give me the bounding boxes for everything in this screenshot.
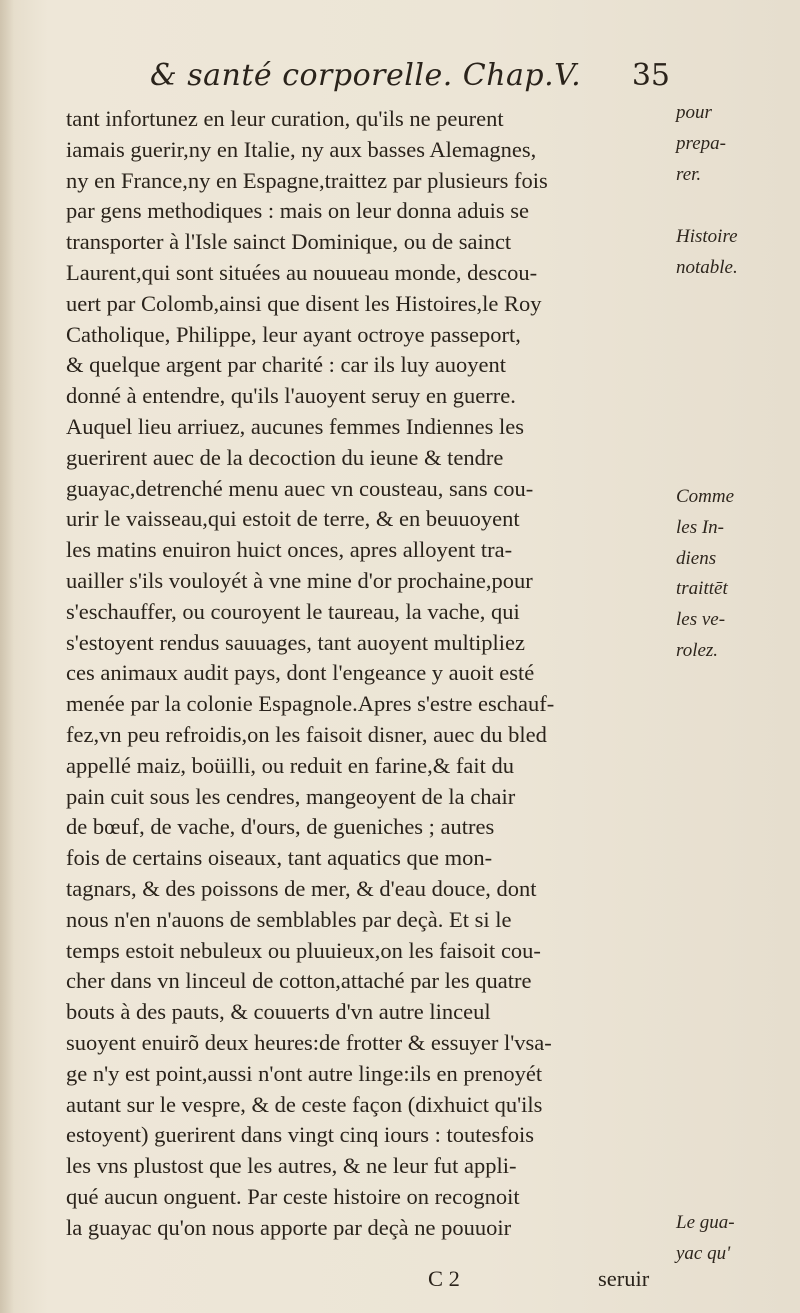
body-text	[66, 104, 662, 1243]
margin-note-line: les In-	[676, 516, 725, 538]
margin-note-line: Histoire	[676, 226, 738, 247]
text-line: menée par la colonie Espagnole.Apres s'estre eschauf-	[66, 691, 555, 717]
text-line: s'estoyent rendus sauuages, tant auoyent multipliez	[66, 629, 525, 655]
text-line: uailler s'ils vouloyét à vne mine d'or prochaine,pour	[66, 567, 533, 593]
margin-note-line: yac qu'	[676, 1242, 731, 1264]
text-line: Laurent,qui sont situées au nouueau monde, descou-	[66, 259, 538, 285]
text-line: donné à entendre, qu'ils l'auoyent seruy en guerre.	[66, 383, 516, 409]
text-line: ny en France,ny en Espagne,traittez par plusieurs fois	[66, 167, 548, 193]
margin-note-line: diens	[676, 547, 717, 569]
text-line: ge n'y est point,aussi n'ont autre linge:ils en prenoyét	[66, 1060, 543, 1086]
text-line: bouts à des pauts, & couuerts d'vn autre linceul	[66, 999, 491, 1025]
text-line: uert par Colomb,ainsi que disent les Histoires,le Roy	[66, 290, 542, 316]
page-number: 35	[631, 58, 670, 93]
text-line: autant sur le vespre, & de ceste façon (dixhuict qu'ils	[66, 1091, 543, 1117]
text-line: fois de certains oiseaux, tant aquatics que mon-	[66, 845, 493, 871]
text-line: de bœuf, de vache, d'ours, de gueniches ; autres	[66, 814, 495, 840]
margin-note-line: Le gua-	[676, 1212, 735, 1233]
running-head: & santé corporelle. Chap.V.	[150, 58, 582, 93]
margin-note-line: traittēt	[676, 578, 728, 600]
text-line: s'eschauffer, ou couroyent le taureau, la vache, qui	[66, 598, 520, 624]
text-line: Catholique, Philippe, leur ayant octroye passeport,	[66, 321, 521, 347]
text-line: guerirent auec de la decoction du ieune & tendre	[66, 444, 504, 470]
margin-note-line: les ve-	[676, 609, 726, 631]
margin-note-comme-les-indiens	[676, 482, 734, 667]
margin-note-pour-preparer	[676, 98, 726, 190]
text-line: fez,vn peu refroidis,on les faisoit disner, auec du bled	[66, 721, 547, 747]
text-line: qué aucun onguent. Par ceste histoire on recognoit	[66, 1183, 520, 1209]
margin-note-line: prepa-	[676, 132, 726, 154]
catchword: seruir	[598, 1266, 650, 1291]
text-line: par gens methodiques : mais on leur donna aduis se	[66, 198, 530, 224]
text-line: nous n'en n'auons de semblables par deçà. Et si le	[66, 906, 512, 932]
text-line: & quelque argent par charité : car ils luy auoyent	[66, 352, 507, 378]
page-footer	[424, 1266, 674, 1306]
text-line: pain cuit sous les cendres, mangeoyent de la chair	[66, 783, 516, 809]
text-line: les matins enuiron huict onces, apres alloyent tra-	[66, 537, 513, 563]
margin-note-histoire-notable	[676, 222, 738, 284]
text-line: tant infortunez en leur curation, qu'ils ne peurent	[66, 106, 504, 131]
margin-note-line: notable.	[676, 256, 738, 278]
text-line: iamais guerir,ny en Italie, ny aux basses Alemagnes,	[66, 136, 537, 162]
text-line: les vns plustost que les autres, & ne leur fut appli-	[66, 1153, 517, 1179]
margin-note-line: rer.	[676, 163, 702, 185]
page-edge-shadow	[0, 0, 14, 1313]
text-line: cher dans vn linceul de cotton,attaché par les quatre	[66, 968, 532, 994]
text-line: la guayac qu'on nous apporte par deçà ne pouuoir	[66, 1214, 512, 1240]
signature-mark: C 2	[428, 1266, 460, 1291]
text-line: temps estoit nebuleux ou pluuieux,on les faisoit cou-	[66, 937, 541, 963]
margin-note-line: Comme	[676, 486, 735, 507]
text-line: estoyent) guerirent dans vingt cinq iours : toutesfois	[66, 1122, 535, 1148]
text-line: urir le vaisseau,qui estoit de terre, & en beuuoyent	[66, 506, 520, 532]
text-line: suoyent enuirõ deux heures:de frotter & essuyer l'vsa-	[66, 1029, 552, 1055]
page-header	[150, 58, 670, 98]
margin-note-line: pour	[676, 102, 712, 123]
text-line: Auquel lieu arriuez, aucunes femmes Indiennes les	[66, 413, 524, 439]
text-line: guayac,detrenché menu auec vn cousteau, sans cou-	[66, 475, 534, 501]
margin-note-le-guayac	[676, 1208, 735, 1270]
text-line: tagnars, & des poissons de mer, & d'eau douce, dont	[66, 875, 537, 901]
text-line: appellé maiz, boüilli, ou reduit en farine,& fait du	[66, 752, 514, 778]
margin-note-line: rolez.	[676, 639, 719, 661]
text-line: ces animaux audit pays, dont l'engeance y auoit esté	[66, 660, 535, 686]
text-line: transporter à l'Isle sainct Dominique, ou de sainct	[66, 229, 512, 255]
